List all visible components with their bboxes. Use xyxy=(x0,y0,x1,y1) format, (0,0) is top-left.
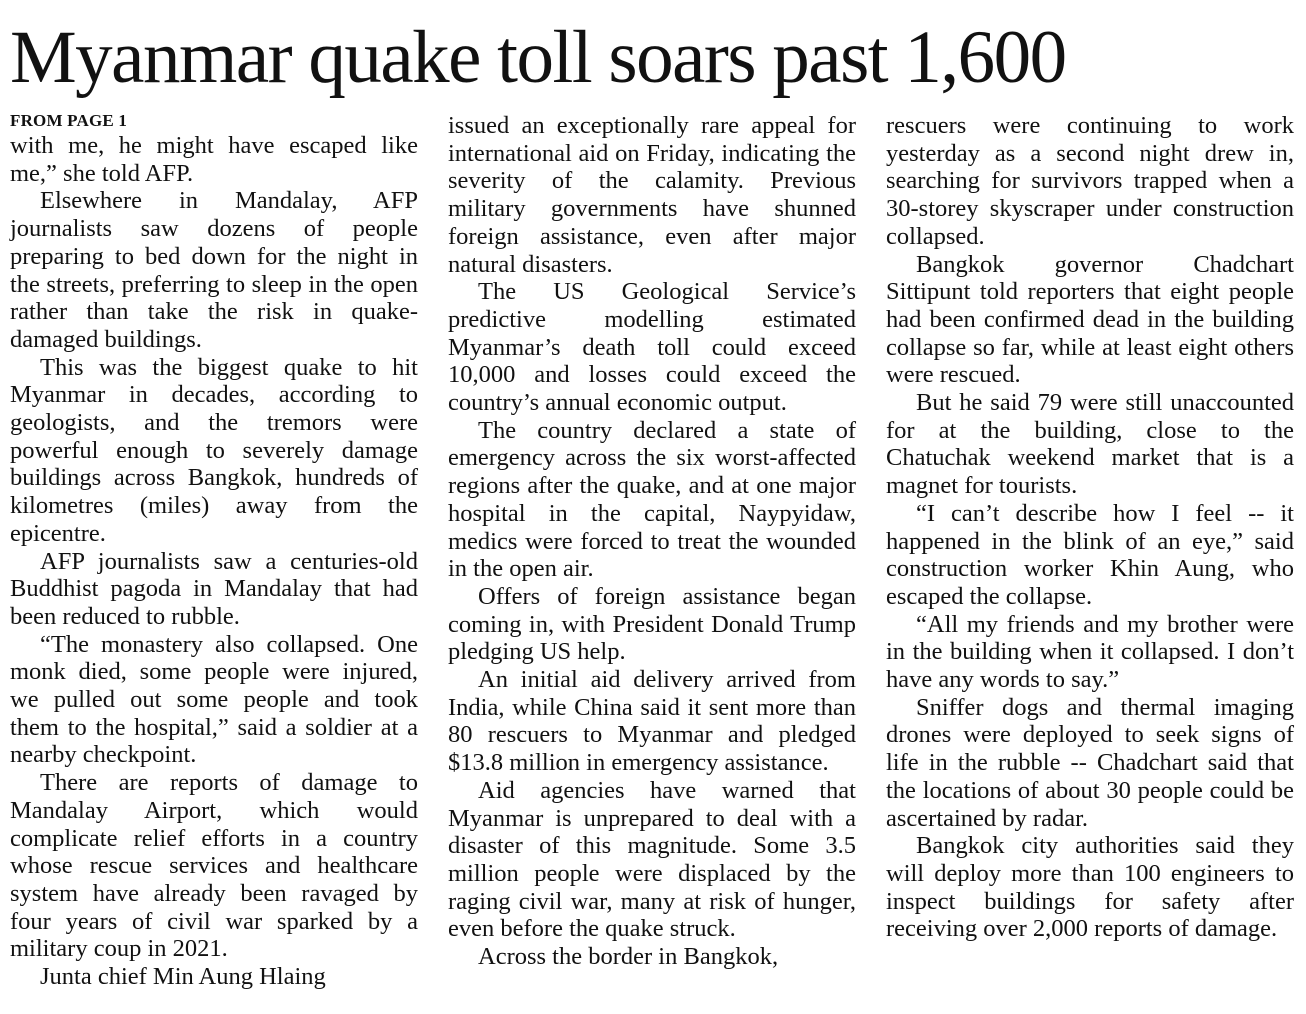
paragraph: “The monastery also collapsed. One monk died, some people were injured, we pulled out some people and took them to the hospital,” said a soldier at a nearby checkpoint. xyxy=(10,630,418,769)
paragraph: Offers of foreign assistance began coming in, with President Donald Trump pledging US help. xyxy=(448,582,856,666)
paragraph: Junta chief Min Aung Hlaing xyxy=(40,963,326,991)
paragraph: Bangkok city authorities said they will deploy more than 100 engineers to inspect buildings for safety after receiving over 2,000 reports of damage. xyxy=(886,832,1294,943)
paragraph: But he said 79 were still unaccounted for at the building, close to the Chatuchak weekend market that is a magnet for tourists. xyxy=(886,389,1294,500)
paragraph: rescuers were continuing to work yesterday as a second night drew in, searching for survivors trapped when a 30-storey skyscraper under construction collapsed. xyxy=(886,112,1294,250)
paragraph: Across the border in Bangkok, xyxy=(478,943,779,971)
paragraph: Elsewhere in Mandalay, AFP journalists saw dozens of people preparing to bed down for the night in the streets, preferring to sleep in the open rather than take the risk in quake-damaged buildings. xyxy=(10,187,418,353)
paragraph: with me, he might have escaped like me,” she told AFP. xyxy=(10,132,418,187)
paragraph: “All my friends and my brother were in the building when it collapsed. I don’t have any words to say.” xyxy=(886,610,1294,694)
paragraph: The country declared a state of emergency across the six worst-affected regions after the quake, and at one major hospital in the capital, Naypyidaw, medics were forced to treat the wounded in the open air. xyxy=(448,416,856,583)
article-column-2 xyxy=(448,112,856,971)
paragraph: Bangkok governor Chadchart Sittipunt told reporters that eight people had been confirmed dead in the building collapse so far, while at least eight others were rescued. xyxy=(886,250,1294,389)
article-column-1 xyxy=(10,112,418,991)
paragraph: issued an exceptionally rare appeal for international aid on Friday, indicating the severity of the calamity. Previous military governments have shunned foreign assistance, even after major natural disasters. xyxy=(448,112,856,278)
continuation-kicker: FROM PAGE 1 xyxy=(10,111,128,130)
headline: Myanmar quake toll soars past 1,600 xyxy=(10,16,1066,99)
paragraph: AFP journalists saw a centuries-old Buddhist pagoda in Mandalay that had been reduced to rubble. xyxy=(10,547,418,630)
article-column-3 xyxy=(886,112,1294,943)
paragraph: There are reports of damage to Mandalay Airport, which would complicate relief efforts in a country whose rescue services and healthcare system have already been ravaged by four years of civil war sparked by a military coup in 2021. xyxy=(10,769,418,963)
paragraph: An initial aid delivery arrived from India, while China said it sent more than 80 rescuers to Myanmar and pledged $13.8 million in emergency assistance. xyxy=(448,666,856,777)
paragraph: Aid agencies have warned that Myanmar is unprepared to deal with a disaster of this magnitude. Some 3.5 million people were displaced by the raging civil war, many at risk of hunger, even before the quake struck. xyxy=(448,776,856,943)
paragraph: “I can’t describe how I feel -- it happened in the blink of an eye,” said construction worker Khin Aung, who escaped the collapse. xyxy=(886,499,1294,610)
paragraph: The US Geological Service’s predictive modelling estimated Myanmar’s death toll could exceed 10,000 and losses could exceed the country’s annual economic output. xyxy=(448,278,856,417)
paragraph: Sniffer dogs and thermal imaging drones were deployed to seek signs of life in the rubble -- Chadchart said that the locations of about 30 people could be ascertained by radar. xyxy=(886,693,1294,832)
paragraph: This was the biggest quake to hit Myanmar in decades, according to geologists, and the tremors were powerful enough to severely damage buildings across Bangkok, hundreds of kilometres (miles) away from the epicentre. xyxy=(10,353,418,547)
